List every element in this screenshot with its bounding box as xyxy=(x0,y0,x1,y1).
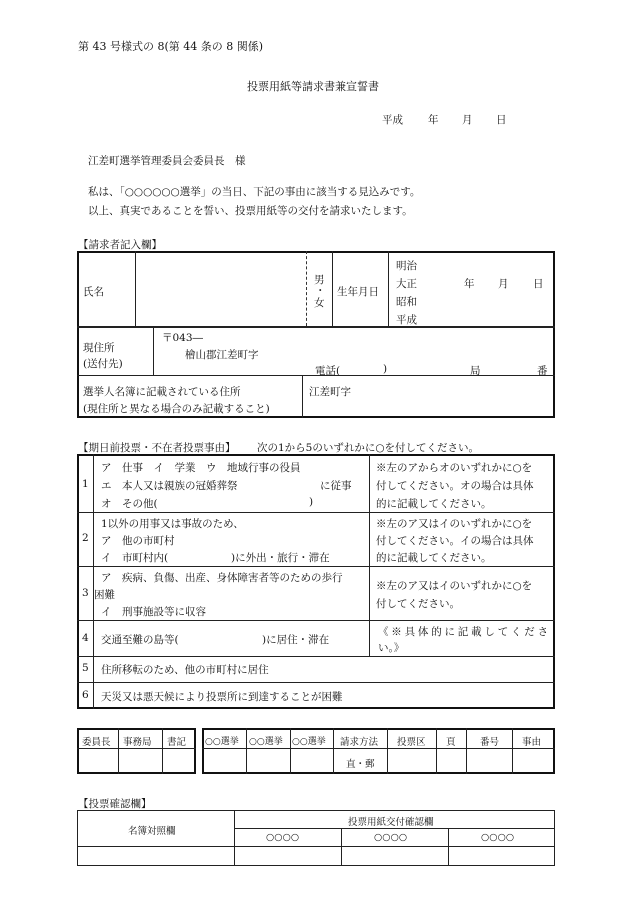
reason-2-note-1: ※左のア又はイのいずれかに○を xyxy=(376,518,533,530)
issue-col-3: ○○○○ xyxy=(481,832,515,843)
reason-4-note-2: い。》 xyxy=(378,642,405,654)
reason-2-line-2: ア 他の市町村 xyxy=(101,535,175,547)
sex-male: 男 xyxy=(314,274,325,286)
issue-col-1: ○○○○ xyxy=(266,832,300,843)
date-era: 平成 xyxy=(382,114,403,126)
address-label: 現住所 xyxy=(83,342,115,354)
address-label-sub: (送付先) xyxy=(83,358,123,370)
sex-female: 女 xyxy=(314,297,325,309)
birth-year: 年 xyxy=(464,278,475,290)
reason-3-note-2: 付してください。 xyxy=(376,598,460,610)
phone-label: 電話( xyxy=(315,365,341,377)
reason-3-number: 3 xyxy=(82,587,89,599)
reason-5-text: 住所移転のため、他の市町村に居住 xyxy=(101,664,269,676)
date-year: 年 xyxy=(428,114,439,126)
postal-code: 〒043― xyxy=(162,332,204,344)
era-showa: 昭和 xyxy=(396,296,417,308)
election-header-3: ○○選挙 xyxy=(292,737,326,747)
era-heisei: 平成 xyxy=(396,314,417,326)
phone-ban: 番 xyxy=(537,365,548,377)
reason-1-line-2b: に従事 xyxy=(320,480,352,492)
date-day: 日 xyxy=(496,114,507,126)
roster-check-label: 名簿対照欄 xyxy=(128,826,176,837)
reason-1-line-3b: ) xyxy=(309,496,314,508)
reason-4-line-1b: )に居住・滞在 xyxy=(262,634,330,646)
requester-section-label: 【請求者記入欄】 xyxy=(78,239,162,251)
staff-header-secretariat: 事務局 xyxy=(123,737,152,748)
method-value: 直・郵 xyxy=(346,759,375,770)
intro-line-1: 私は、「○○○○○○選挙」の当日、下記の事由に該当する見込みです。 xyxy=(88,186,421,198)
reason-5-number: 5 xyxy=(82,662,89,674)
name-label: 氏名 xyxy=(83,286,104,298)
header-page: 頁 xyxy=(446,737,456,748)
reason-1-note-1: ※左のアからオのいずれかに○を xyxy=(376,462,533,474)
reason-1-number: 1 xyxy=(82,478,89,490)
sex-dot: ・ xyxy=(315,285,326,297)
era-taisho: 大正 xyxy=(396,278,417,290)
registered-prefix: 江差町字 xyxy=(309,386,351,398)
issue-col-2: ○○○○ xyxy=(374,832,408,843)
ballot-issue-check-label: 投票用紙交付確認欄 xyxy=(348,817,434,828)
reason-1-line-3: オ その他( xyxy=(101,498,158,510)
election-header-1: ○○選挙 xyxy=(205,737,239,747)
confirm-section-label: 【投票確認欄】 xyxy=(78,798,152,810)
reason-3-line-3: イ 刑事施設等に収容 xyxy=(101,606,206,618)
era-meiji: 明治 xyxy=(396,260,417,272)
election-header-2: ○○選挙 xyxy=(249,737,283,747)
reason-1-note-3: 的に記載してください。 xyxy=(376,498,492,510)
reason-6-text: 天災又は悪天候により投票所に到達することが困難 xyxy=(101,691,343,703)
reason-1-line-2: エ 本人又は親族の冠婚葬祭 xyxy=(101,480,238,492)
intro-line-2: 以上、真実であることを誓い、投票用紙等の交付を請求いたします。 xyxy=(88,205,413,217)
header-reason: 事由 xyxy=(522,737,542,748)
registered-address-note: (現住所と異なる場合のみ記載すること) xyxy=(83,403,270,415)
reason-4-line-1: 交通至難の島等( xyxy=(101,634,179,646)
reason-3-note-1: ※左のア又はイのいずれかに○を xyxy=(376,580,533,592)
form-number: 第 43 号様式の 8(第 44 条の 8 関係) xyxy=(78,40,264,53)
reason-3-line-1: ア 疾病、負傷、出産、身体障害者等のための歩行 xyxy=(101,572,343,584)
reason-2-note-2: 付してください。イの場合は具体 xyxy=(376,535,534,547)
staff-header-chair: 委員長 xyxy=(82,737,111,748)
birth-month: 月 xyxy=(498,278,509,290)
reason-2-line-3: イ 市町村内( xyxy=(101,552,169,564)
reason-4-note-1: 《※具体的に記載してくださ xyxy=(378,626,551,638)
form-title: 投票用紙等請求書兼宣誓書 xyxy=(247,80,379,93)
reason-2-line-1: 1以外の用事又は事故のため、 xyxy=(101,518,244,530)
reason-1-note-2: 付してください。オの場合は具体 xyxy=(376,480,534,492)
phone-paren-close: ) xyxy=(383,363,388,375)
reasons-section-label: 【期日前投票・不在者投票事由】 xyxy=(78,442,236,454)
header-request-method: 請求方法 xyxy=(340,737,379,748)
header-number: 番号 xyxy=(480,737,500,748)
reason-6-number: 6 xyxy=(82,689,89,701)
reason-1-line-1: ア 仕事 イ 学業 ウ 地域行事の役員 xyxy=(101,462,301,474)
header-voting-district: 投票区 xyxy=(397,737,426,748)
reason-4-number: 4 xyxy=(82,632,89,644)
reasons-instruction: 次の1から5のいずれかに○を付してください。 xyxy=(257,442,480,454)
addressee: 江差町選挙管理委員会委員長 様 xyxy=(88,155,246,167)
reason-2-number: 2 xyxy=(82,532,89,544)
birth-day: 日 xyxy=(533,278,544,290)
address-prefix: 檜山郡江差町字 xyxy=(185,349,259,361)
reason-2-line-3b: )に外出・旅行・滞在 xyxy=(231,552,330,564)
staff-header-clerk: 書記 xyxy=(167,737,187,748)
reason-3-line-2: 困難 xyxy=(94,589,115,601)
registered-address-label: 選挙人名簿に記載されている住所 xyxy=(83,386,241,398)
phone-kyoku: 局 xyxy=(470,365,481,377)
birthdate-label: 生年月日 xyxy=(337,286,379,298)
date-month: 月 xyxy=(462,114,473,126)
reason-2-note-3: 的に記載してください。 xyxy=(376,552,492,564)
